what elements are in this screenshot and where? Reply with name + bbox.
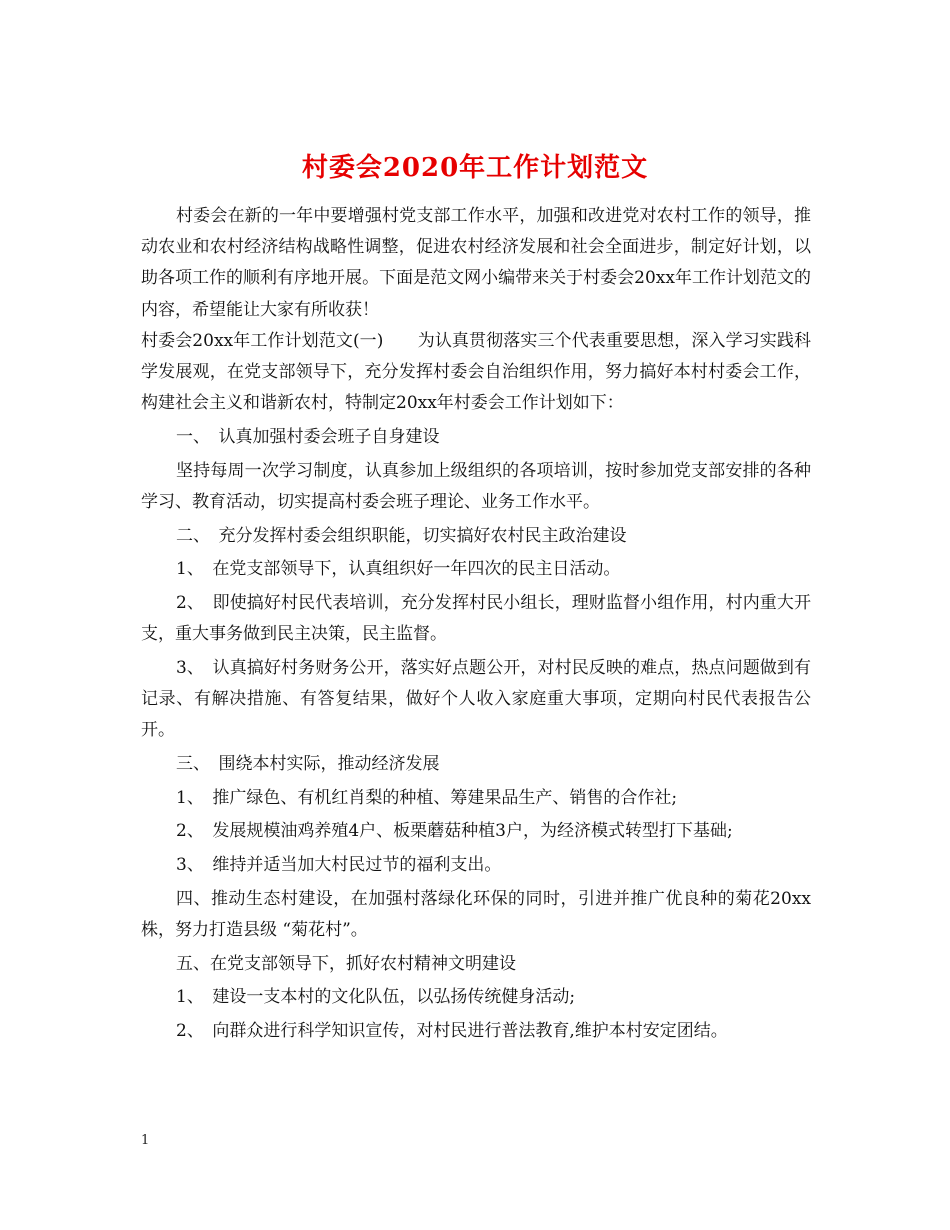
paragraph-1: 坚持每周一次学习制度，认真参加上级组织的各项培训，按时参加党支部安排的各种学习、教育活动，切实提高村委会班子理论、业务工作水平。 [141, 460, 811, 512]
list-item-2-3: 3、 认真搞好村务财务公开，落实好点题公开，对村民反映的难点，热点问题做到有记录、有解决措施、有答复结果，做好个人收入家庭重大事项，定期向村民代表报告公开。 [141, 657, 811, 741]
list-item-2-2: 2、 即使搞好村民代表培训，充分发挥村民小组长，理财监督小组作用，村内重大开支，重大事务做到民主决策，民主监督。 [141, 592, 811, 645]
document-title: 村委会2020年工作计划范文 [301, 153, 649, 184]
heading-2: 二、 充分发挥村委会组织职能，切实搞好农村民主政治建设 [176, 525, 627, 546]
document-body [141, 201, 811, 1047]
section-heading-paragraph: 村委会20xx年工作计划范文(一) 为认真贯彻落实三个代表重要思想，深入学习实践科学发展观，在党支部领导下，充分发挥村委会自治组织作用，努力搞好本村村委会工作，构建社会主义和谐新农村，特制定20xx年村委会工作计划如下： [141, 330, 811, 414]
list-item-3-2: 2、 发展规模油鸡养殖4户、板栗蘑菇种植3户，为经济模式转型打下基础; [176, 821, 733, 842]
list-item-3-3: 3、 维持并适当加大村民过节的福利支出。 [176, 855, 502, 876]
intro-paragraph: 村委会在新的一年中要增强村党支部工作水平，加强和改进党对农村工作的领导，推动农业和农村经济结构战略性调整，促进农村经济发展和社会全面进步，制定好计划，以助各项工作的顺利有序地开展。下面是范文网小编带来关于村委会20xx年工作计划范文的内容，希望能让大家有所收获！ [141, 206, 811, 320]
page-number: 1 [141, 1133, 150, 1148]
list-item-5-1: 1、 建设一支本村的文化队伍，以弘扬传统健身活动; [176, 987, 576, 1008]
list-item-3-1: 1、 推广绿色、有机红肖梨的种植、筹建果品生产、销售的合作社; [176, 787, 678, 808]
heading-3: 三、 围绕本村实际，推动经济发展 [176, 753, 440, 774]
list-item-5-2: 2、 向群众进行科学知识宣传，对村民进行普法教育,维护本村安定团结。 [176, 1021, 728, 1042]
heading-1: 一、 认真加强村委会班子自身建设 [176, 426, 440, 447]
list-item-2-1: 1、 在党支部领导下，认真组织好一年四次的民主日活动。 [176, 559, 621, 580]
heading-4: 四、推动生态村建设，在加强村落绿化环保的同时，引进并推广优良种的菊花20xx株，努力打造县级 “菊花村”。 [141, 888, 811, 940]
heading-5: 五、在党支部领导下，抓好农村精神文明建设 [176, 953, 516, 974]
